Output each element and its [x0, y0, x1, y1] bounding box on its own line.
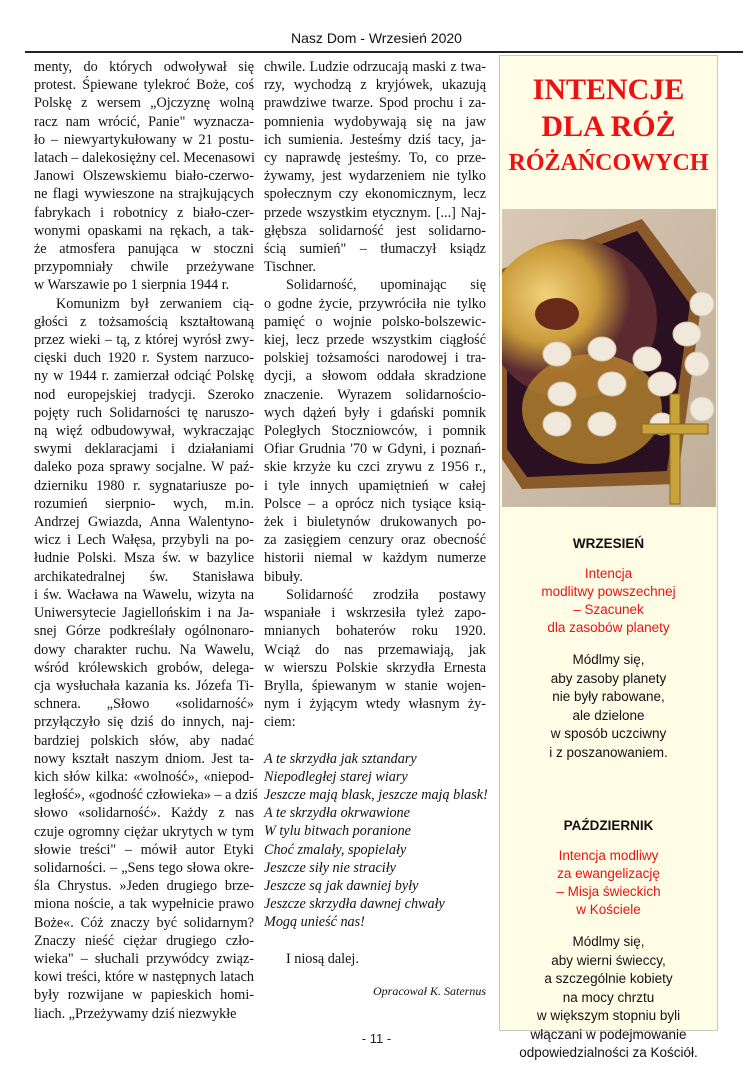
text-line: Polsce – a oprócz nich tysiące ksią- — [264, 495, 486, 512]
text-line: wśród królewskich grobów, delega- — [34, 659, 254, 676]
poem — [264, 750, 486, 932]
text-line: przypomniały chwile przeżywane — [34, 259, 254, 276]
text-line: czuje ogromny ciężar ukrytych w tym — [34, 823, 254, 840]
text-line: chwile. Ludzie odrzucają maski z twa- — [264, 59, 486, 75]
text-line: Znaczy nieść ciężar drugiego czło- — [34, 932, 254, 949]
sidebar-title-line-1: INTENCJE — [532, 73, 685, 106]
text-line: Jeszcze są jak dawniej były — [264, 877, 419, 894]
text-line: Solidarność, upominając się — [286, 277, 486, 294]
text-line: ło – niewyartykułowany w 21 postu- — [34, 131, 254, 148]
text-line: pomnienia wydobywają się na jaw — [264, 113, 486, 130]
text-line: archikatedralnej św. Stanisława — [34, 568, 254, 585]
text-line: Ofiar Grudnia '70 w Gdyni, i poznań- — [264, 441, 486, 458]
text-line: nym i żyjącym wtedy własnym ży- — [264, 696, 486, 713]
column-2-body — [264, 58, 486, 732]
text-line: Polskę z wersem „Ojczyznę wolną — [34, 95, 254, 112]
text-line: skie krzyże ku czci zrywu z 1956 r., — [264, 459, 486, 476]
text-line: ny w 1944 r. zamierzał odciąć Polskę — [34, 368, 254, 385]
text-line: Wciąż do nas przemawiają, jak — [264, 641, 486, 658]
text-line: kich słów kilka: «wolność», «niepod- — [34, 768, 254, 785]
text-line: Boże«. Cóż znaczy być solidarnym? — [34, 914, 254, 931]
article-column-2 — [264, 58, 486, 1000]
text-line: Poległych Stoczniowców, i pomnik — [264, 423, 486, 440]
text-line: schnera. „Słowo «solidarność» — [34, 696, 254, 713]
text-line: Mogą unieść nas! — [264, 914, 365, 931]
text-line: ną więź odbudowywał, wykraczając — [34, 423, 254, 440]
text-line: przede wszystkim etycznym. [...] Naj- — [264, 204, 486, 221]
sidebar-title-line-3: RÓŻAŃCOWYCH — [508, 150, 709, 176]
text-line: ne flagi wywieszone na strajkujących — [34, 186, 254, 203]
running-header: Nasz Dom - Wrzesień 2020 — [291, 30, 462, 46]
text-line: przyłączyło się dziś do innych, naj- — [34, 714, 254, 731]
text-line: dycji, a słowom oddała skradzione — [264, 368, 486, 385]
text-line: liach. „Przeżywamy dziś niezwykłe — [34, 1005, 237, 1022]
text-line: swymi deklaracjami i działaniami — [34, 441, 254, 458]
text-line: pamięć o wojnie polsko-bolszewic- — [264, 313, 486, 330]
text-line: wspaniałe i wskrzesiła tyleż zapo- — [264, 605, 486, 622]
text-line: rozumień sierpnio- wych, m.in. — [34, 495, 254, 512]
text-line: prawdziwe twarze. Spod prochu i za- — [264, 95, 486, 112]
september-section — [500, 536, 717, 762]
text-line: snej Górze podkreślały ogólnonaro- — [34, 623, 254, 640]
month-heading-october: PAŹDZIERNIK — [563, 818, 654, 833]
text-line: racz nam wrócić, Panie" wyznacza- — [34, 113, 254, 130]
text-line: słowo «solidarność». Każdy z nas — [34, 805, 254, 822]
text-line: Jeszcze mają blask, jeszcze mają blask! — [264, 786, 488, 803]
closing-line: I niosą dalej. — [286, 950, 359, 967]
text-line: ich sumienia. Jesteśmy dziś tacy, ja- — [264, 131, 486, 148]
september-intention: Intencja modlitwy powszechnej – Szacunek dla zasobów planety — [541, 566, 676, 635]
text-line: bardziej polskich słów, aby nadać — [34, 732, 254, 749]
text-line: pojęty ruch Solidarności tę naruszo- — [34, 404, 254, 421]
text-line: A te skrzydła jak sztandary — [264, 750, 417, 767]
text-line: bibuły. — [264, 568, 303, 585]
text-line: solidarności. – „Sens tego słowa okre- — [34, 859, 254, 876]
text-line: wych dążeń były i gdański pomnik — [264, 404, 486, 421]
month-heading-september: WRZESIEŃ — [572, 536, 645, 551]
october-prayer: Módlmy się, aby wierni świeccy, a szczególnie kobiety na mocy chrztu w większym stopniu byli włączani w podejmowanie odpowiedzialności za Kościół. — [519, 934, 698, 1060]
text-line: żek i biuletynów drukowanych po- — [264, 514, 486, 531]
text-line: nod europejskiej tradycji. Szeroko — [34, 386, 254, 403]
october-intention: Intencja modliwy za ewangelizację – Misja świeckich w Kościele — [556, 848, 661, 917]
text-line: przez wieki – tą, z której wyrósł zwy- — [34, 332, 254, 349]
text-line: wicz i Lech Wałęsa, przybyli na po- — [34, 532, 254, 549]
rosary-intentions-box — [499, 55, 718, 1060]
text-line: znaczenie. Wyrazem solidarnościo- — [264, 386, 486, 403]
text-line: w wierszu Polskie skrzydła Ernesta — [264, 659, 486, 676]
text-line: o godne życie, przywróciła nie tylko — [264, 295, 486, 312]
text-line: cięski duch 1920 r. System narzuco- — [34, 350, 254, 367]
text-line: kiej, lecz przede wszystkim ciągłość — [264, 332, 486, 349]
text-line: śla Chrystus. »Jeden drugiego brze- — [34, 878, 254, 895]
text-line: cy naprawdę jesteśmy. To, co prze- — [264, 150, 486, 167]
text-line: cja wysłuchała kazania ks. Józefa Ti- — [34, 677, 254, 694]
sidebar-title-line-2: DLA RÓŻ — [541, 110, 676, 143]
text-line: A te skrzydła okrwawione — [264, 805, 410, 822]
text-line: wonymi opaskami na rękach, a tak- — [34, 222, 254, 239]
text-line: polskiej tożsamości narodowej i tra- — [264, 350, 486, 367]
author-signature: Opracował K. Saternus — [372, 983, 486, 998]
text-line: ległość», «godność człowieka» – a dziś — [34, 787, 258, 804]
text-line: ciem: — [264, 714, 296, 731]
text-line: menty, do których odwoływał się — [34, 59, 254, 75]
text-line: że atmosfera panująca w stoczni — [34, 241, 254, 258]
text-line: mnianych bohaterów roku 1920. — [264, 623, 486, 640]
text-line: łudnie Polski. Msza św. w bazylice — [34, 550, 254, 567]
text-line: Jeszcze siły nie straciły — [264, 859, 396, 876]
text-line: Niepodległej starej wiary — [264, 768, 408, 785]
text-line: Janowi Olszewskiemu biało-czerwo- — [34, 168, 254, 185]
page-number: - 11 - — [361, 1031, 392, 1046]
text-line: Uniwersytecie Jagiellońskim i na Ja- — [34, 605, 254, 622]
text-line: W tylu bitwach poranione — [264, 823, 411, 840]
october-section — [500, 818, 717, 1063]
text-line: miona noście, a tak wypełnicie prawo — [34, 896, 254, 913]
text-line: nowy kształt naszym dniom. Jest ta- — [34, 750, 254, 767]
text-line: protest. Śpiewane tylekroć Boże, coś — [34, 77, 254, 94]
text-line: Andrzej Gwiazda, Anna Walentyno- — [34, 514, 254, 531]
text-line: kowi treści, które w następnych latach — [34, 969, 254, 986]
text-line: Choć zmalały, spopielały — [264, 841, 407, 858]
text-line: w Warszawie po 1 sierpnia 1944 r. — [34, 277, 230, 294]
text-line: Komunizm był zerwaniem cią- — [56, 295, 254, 312]
text-line: były rozwijane w papieskich homi- — [34, 987, 254, 1004]
text-line: głości z tożsamością kształtowaną — [34, 313, 254, 330]
text-line: Solidarność zrodziła postawy — [286, 586, 486, 603]
text-line: głębsza solidarność jest solidarno- — [264, 222, 486, 239]
text-line: społecznym czy ekonomicznym, lecz — [264, 186, 486, 203]
text-line: historii niemal w każdym numerze — [264, 550, 486, 567]
text-line: za zasięgiem cenzury oraz obecność — [264, 532, 486, 549]
text-line: dzierniku 1980 r. sygnatariusze po- — [34, 477, 254, 494]
text-line: dowy charakter ruchu. Na Wawelu, — [34, 641, 254, 658]
september-prayer: Módlmy się, aby zasoby planety nie były rabowane, ale dzielone w sposób uczciwny i z poszanowaniem. — [549, 652, 668, 760]
madonna-rosary-image — [502, 209, 716, 507]
text-line: Brylla, śpiewanym w stanie wojen- — [264, 677, 486, 694]
header-rule — [25, 51, 743, 53]
text-line: rzy, wychodzą z kryjówek, ukazują — [264, 77, 486, 94]
text-line: Tischner. — [264, 259, 316, 276]
text-line: ścią sumień" – tłumaczył ksiądz — [264, 241, 486, 258]
article-column-1 — [34, 58, 258, 1023]
text-line: daleko poza sprawy socjalne. W paź- — [34, 459, 254, 476]
text-line: wieka" – słuchali przywódcy związ- — [34, 950, 254, 967]
text-line: fabrykach i robotnicy z biało-czer- — [34, 204, 254, 221]
text-line: słowie treści" – mówił autor Etyki — [34, 841, 254, 858]
text-line: żywamy, jest wydarzeniem nie tylko — [264, 168, 486, 185]
text-line: latach – dalekosiężny cel. Mecenasowi — [34, 150, 255, 167]
text-line: i św. Wacława na Wawelu, wizyta na — [34, 586, 254, 603]
text-line: i tyle innych upamiętnień w całej — [264, 477, 486, 494]
icon-rosary-photo — [502, 209, 716, 507]
text-line: Jeszcze skrzydła dawnej chwały — [264, 896, 445, 913]
